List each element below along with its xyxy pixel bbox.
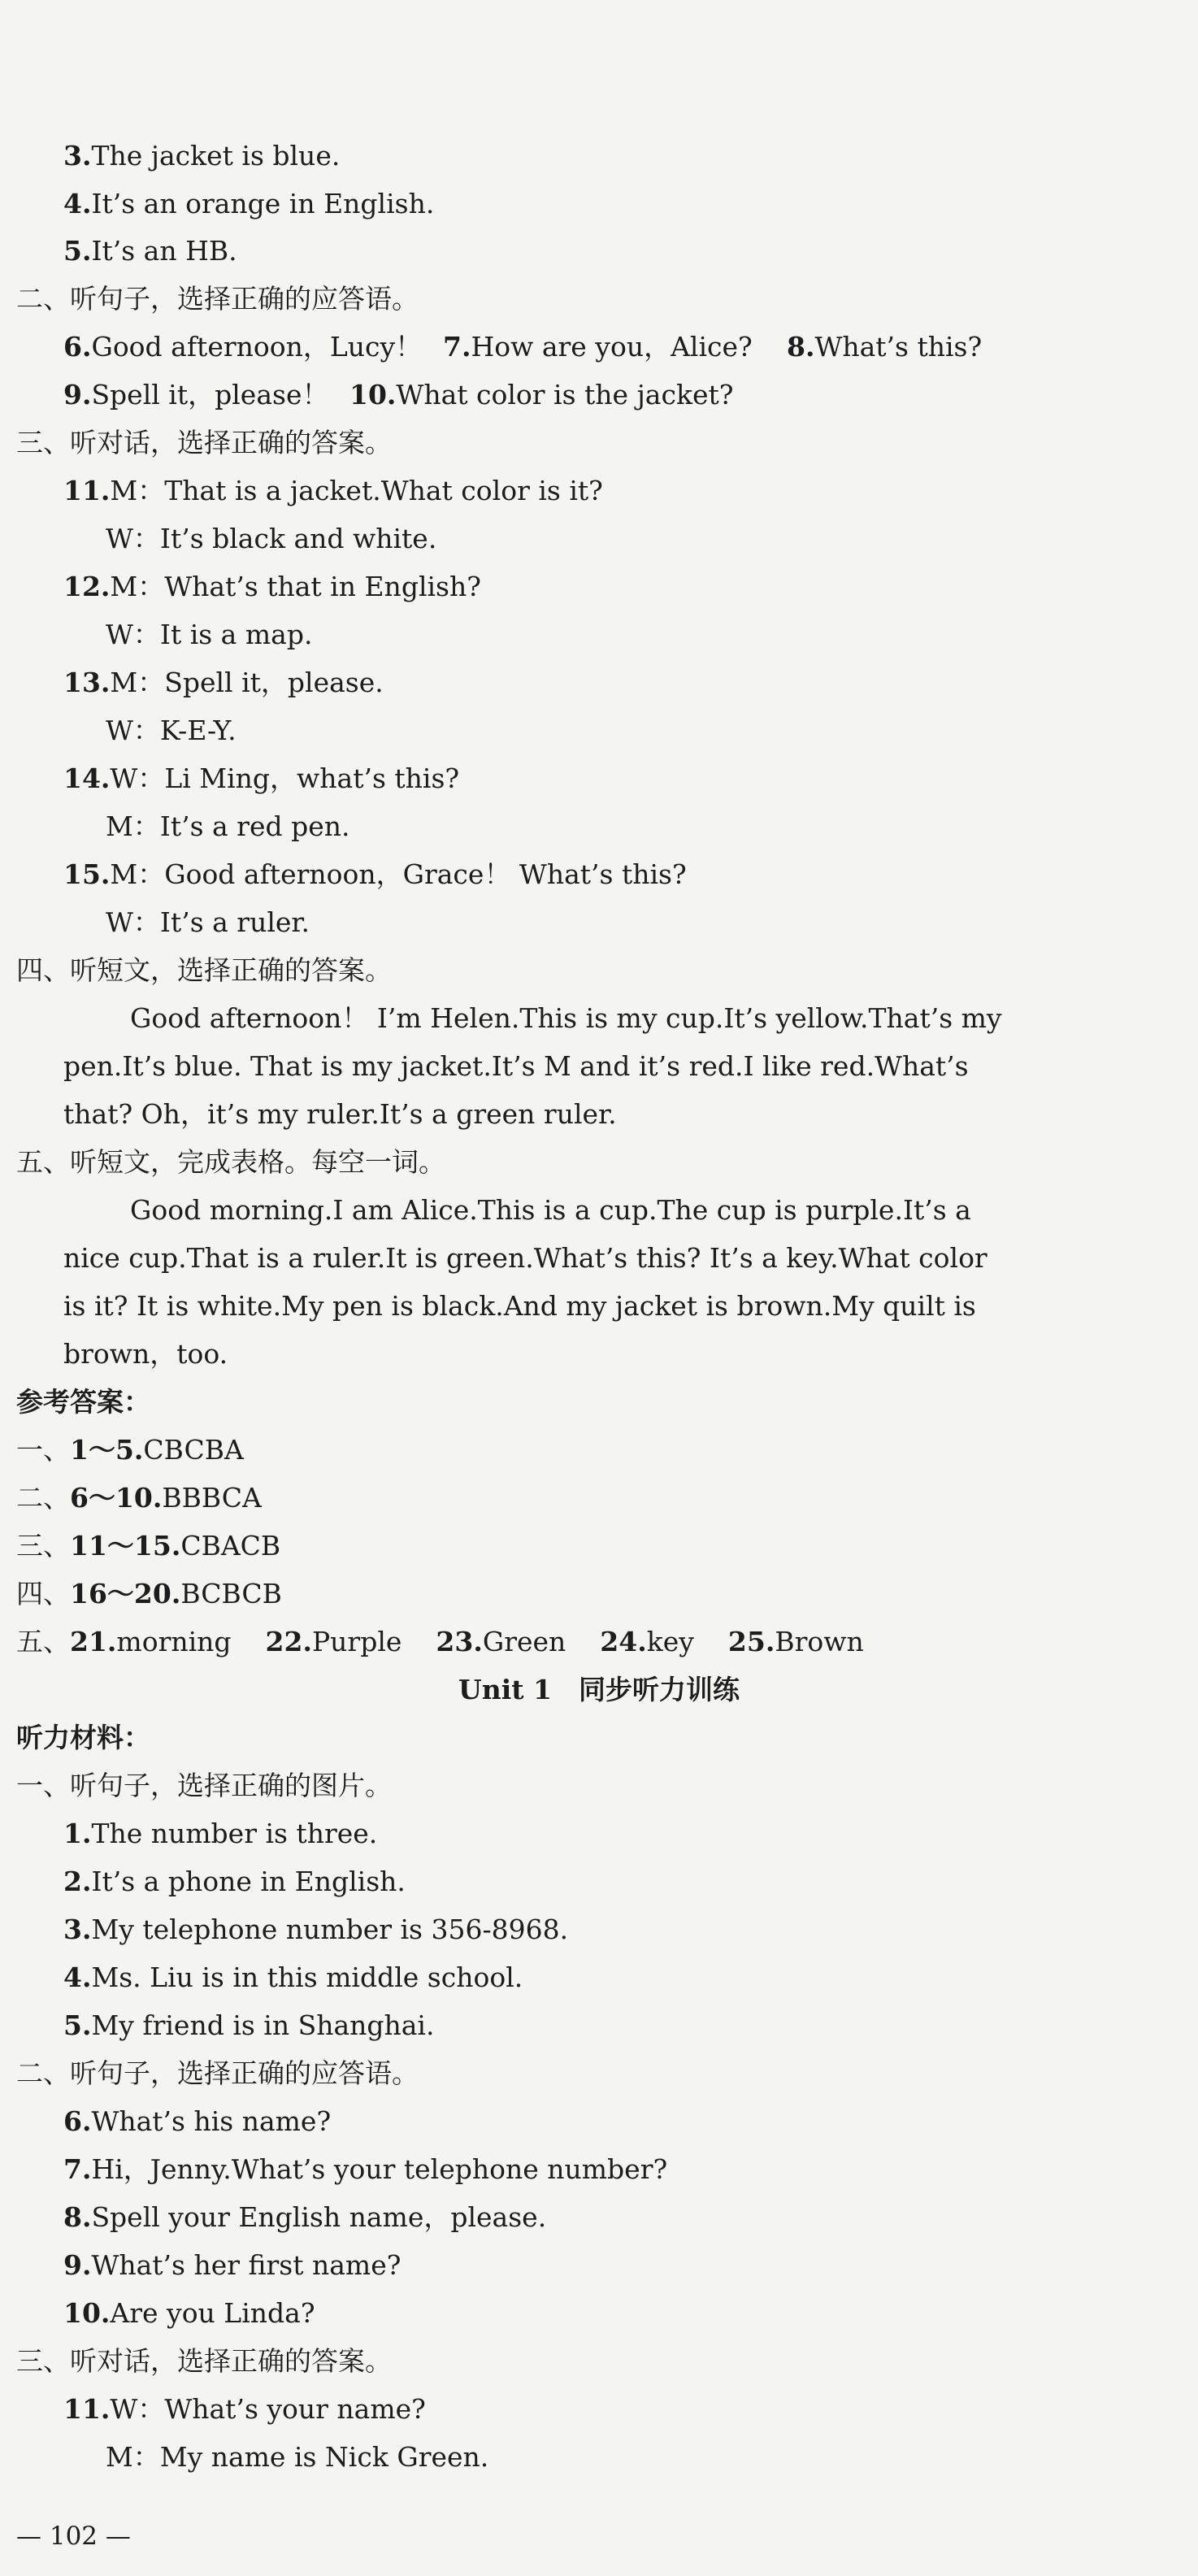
item-6: 6.What’s his name? — [63, 2105, 332, 2137]
answers-heading: 参考答案： — [16, 1386, 150, 1418]
dialog-11-q: 11.W：What’s your name? — [63, 2393, 426, 2425]
answer-row: 一、1～5.CBCBA — [16, 1434, 244, 1466]
section-heading: 四、听短文，选择正确的答案。 — [16, 954, 392, 986]
item-9: 9.Spell it，please！ — [63, 379, 329, 411]
item-10: 10.Are you Linda? — [63, 2297, 315, 2329]
dialog-14-a: M：It’s a red pen. — [106, 810, 350, 842]
item-4: 4.Ms. Liu is in this middle school. — [63, 1961, 523, 1993]
section-heading: 五、听短文，完成表格。每空一词。 — [16, 1146, 445, 1178]
passage-line: that? Oh，it’s my ruler.It’s a green ruler. — [63, 1098, 617, 1130]
answer-row: 四、16～20.BCBCB — [16, 1578, 282, 1609]
item-2: 2.It’s a phone in English. — [63, 1866, 406, 1897]
item-5: 5.It’s an HB. — [63, 235, 237, 267]
material-heading: 听力材料： — [16, 1722, 150, 1753]
item-6: 6.Good afternoon，Lucy！ — [63, 331, 423, 363]
answer-row: 五、21.morning 22.Purple 23.Green 24.key 25.Brown — [16, 1626, 864, 1657]
page-number: — 102 — — [16, 2522, 131, 2551]
unit-title: Unit 1 同步听力训练 — [458, 1674, 740, 1705]
section-heading: 二、听句子，选择正确的应答语。 — [16, 2057, 419, 2089]
item-5: 5.My friend is in Shanghai. — [63, 2009, 435, 2041]
item-8: 8.Spell your English name，please. — [63, 2201, 547, 2233]
answer-row: 三、11～15.CBACB — [16, 1530, 281, 1562]
dialog-11-q: 11.M：That is a jacket.What color is it? — [63, 475, 603, 506]
passage-line: nice cup.That is a ruler.It is green.What’s this? It’s a key.What color — [63, 1242, 987, 1274]
passage-line: pen.It’s blue. That is my jacket.It’s M and it’s red.I like red.What’s — [63, 1050, 969, 1082]
item-10: 10.What color is the jacket? — [349, 379, 734, 411]
passage-line: Good morning.I am Alice.This is a cup.The cup is purple.It’s a — [130, 1194, 971, 1226]
passage-line: Good afternoon！ I’m Helen.This is my cup.It’s yellow.That’s my — [130, 1002, 1002, 1034]
dialog-11-a: M：My name is Nick Green. — [106, 2441, 489, 2473]
item-7: 7.How are you，Alice? — [443, 331, 753, 363]
dialog-13-a: W：K-E-Y. — [106, 715, 237, 746]
dialog-13-q: 13.M：Spell it，please. — [63, 667, 384, 698]
section-heading: 三、听对话，选择正确的答案。 — [16, 427, 392, 458]
item-3: 3.My telephone number is 356-8968. — [63, 1914, 569, 1945]
section-heading: 一、听句子，选择正确的图片。 — [16, 1770, 392, 1801]
passage-line: brown，too. — [63, 1338, 228, 1370]
item-9: 9.What’s her first name? — [63, 2249, 402, 2281]
item-1: 1.The number is three. — [63, 1818, 378, 1849]
passage-line: is it? It is white.My pen is black.And my jacket is brown.My quilt is — [63, 1290, 976, 1322]
dialog-12-a: W：It is a map. — [106, 619, 313, 650]
item-3: 3.The jacket is blue. — [63, 140, 341, 172]
section-heading: 二、听句子，选择正确的应答语。 — [16, 283, 419, 315]
dialog-15-a: W：It’s a ruler. — [106, 906, 310, 938]
dialog-12-q: 12.M：What’s that in English? — [63, 571, 481, 602]
dialog-15-q: 15.M：Good afternoon，Grace！ What’s this? — [63, 858, 687, 890]
dialog-14-q: 14.W：Li Ming，what’s this? — [63, 762, 460, 794]
item-4: 4.It’s an orange in English. — [63, 188, 435, 219]
dialog-11-a: W：It’s black and white. — [106, 523, 437, 554]
item-8: 8.What’s this? — [787, 331, 983, 363]
answer-row: 二、6～10.BBBCA — [16, 1482, 262, 1514]
item-7: 7.Hi，Jenny.What’s your telephone number? — [63, 2153, 668, 2185]
section-heading: 三、听对话，选择正确的答案。 — [16, 2345, 392, 2377]
